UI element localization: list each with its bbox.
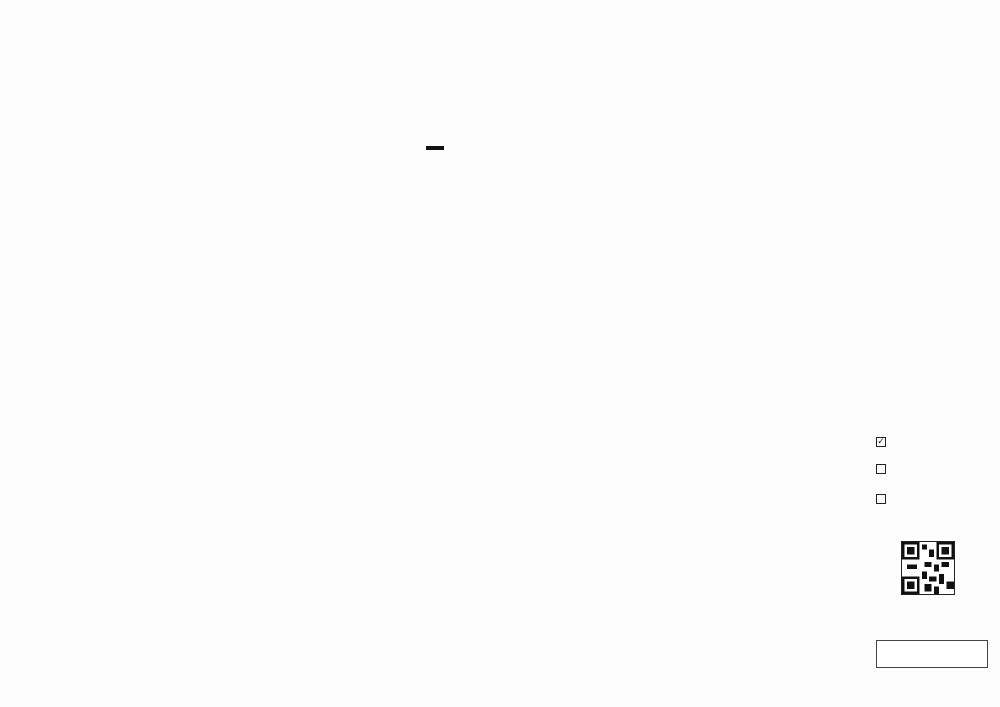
entry-number-box[interactable] (876, 640, 988, 668)
group-option-b[interactable] (876, 464, 888, 477)
checkbox-icon[interactable] (876, 494, 886, 504)
group-option-c[interactable] (876, 494, 888, 507)
group-option-a[interactable] (876, 434, 888, 447)
checkbox-icon[interactable]: ✓ (877, 437, 885, 447)
grid-marker (426, 146, 444, 150)
qr-code-icon[interactable] (901, 541, 955, 595)
checkbox-icon[interactable] (876, 464, 886, 474)
